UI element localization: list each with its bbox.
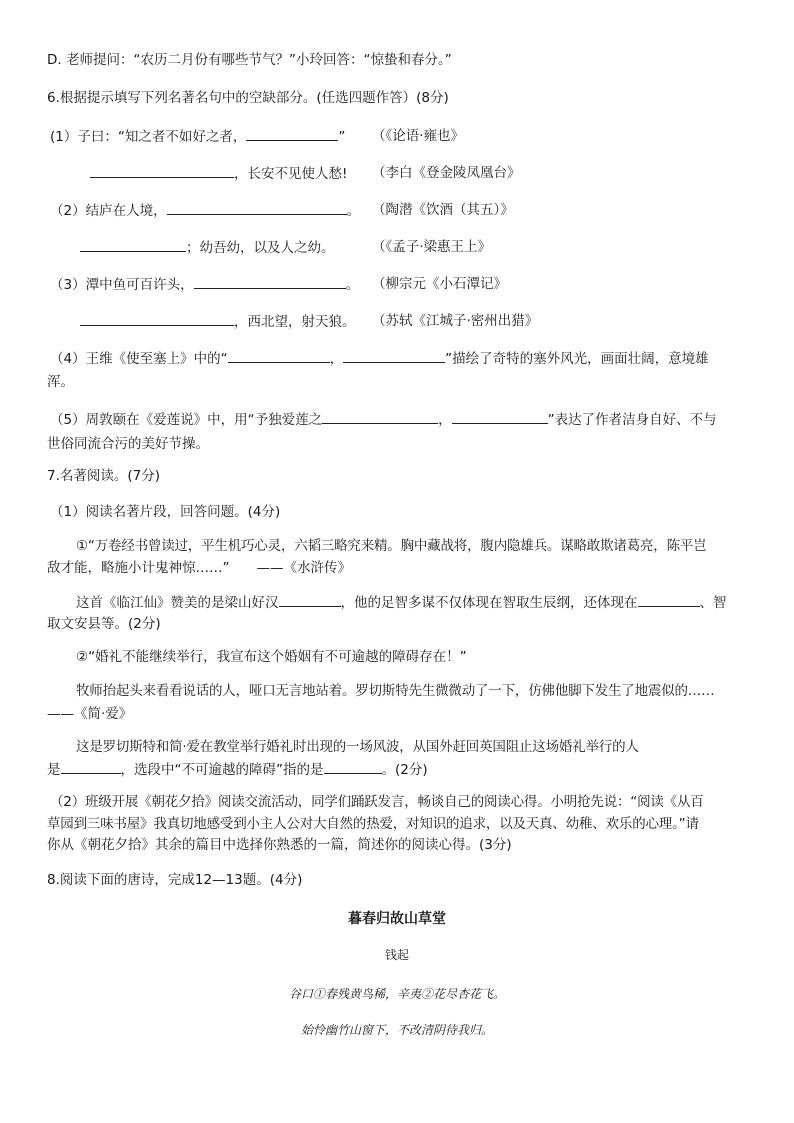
q8-heading: 8.阅读下面的唐诗，完成12—13题。(4分): [47, 872, 303, 888]
q6-item3-source: （柳宗元《小石潭记》: [372, 276, 507, 292]
poem-title: 暮春归故山草堂: [348, 911, 446, 927]
q6-item1-suffix: ”: [338, 129, 346, 145]
q6-item2-source: （陶潜《饮酒（其五）》: [372, 202, 514, 218]
q7-part2-line1: （2）班级开展《朝花夕拾》阅读交流活动，同学们踊跃发言，畅谈自己的阅读心得。小明抢先说：“阅读《从百: [50, 794, 704, 810]
answer-blank[interactable]: [90, 163, 234, 178]
q7-quote2-body-line1: 牧师抬起头来看看说话的人，哑口无言地站着。罗切斯特先生微微动了一下，仿佛他脚下发生了地震似的……: [76, 683, 715, 699]
q6-item4-prefix: （4）王维《使至塞上》中的“: [50, 351, 228, 367]
answer-blank[interactable]: [246, 126, 338, 141]
q6-item2-line2: [80, 237, 335, 258]
answer-blank[interactable]: [638, 592, 700, 607]
q7-part2-line3: 你从《朝花夕拾》其余的篇目中选择你熟悉的一篇，简述你的阅读心得。(3分): [47, 837, 512, 853]
q6-item3-line2: [80, 311, 356, 332]
q6-item4-line1: [50, 348, 709, 369]
q6-item1b-suffix: ，长安不见使人愁!: [234, 166, 348, 182]
q6-item2b-suffix: ；幼吾幼，以及人之幼。: [186, 240, 335, 256]
answer-blank[interactable]: [61, 759, 121, 774]
q6-item4-mid: ，: [329, 351, 344, 367]
q7-qa-prefix: 这首《临江仙》赞美的是梁山好汉: [76, 595, 279, 611]
answer-blank[interactable]: [322, 409, 438, 424]
q6-item4-suffix: ”描绘了奇特的塞外风光，画面壮阔，意境雄: [445, 351, 709, 367]
q6-item2-prefix: （2）结庐在人境，: [50, 203, 167, 219]
answer-blank[interactable]: [324, 759, 382, 774]
q6-item5-mid: ，: [438, 412, 452, 428]
q7-quote2: ②“婚礼不能继续举行，我宣布这个婚姻有不可逾越的障碍存在！”: [76, 649, 467, 665]
q6-item2-line1: [50, 200, 360, 221]
q6-item5-suffix: ”表达了作者洁身自好、不与: [547, 412, 717, 428]
q6-item1-prefix: (1）子曰：“知之者不如好之者，: [50, 129, 247, 145]
q6-item2b-source: （《孟子·梁惠王上》: [372, 239, 492, 255]
q7-part1-heading: （1）阅读名著片段，回答问题。(4分): [50, 504, 281, 520]
q7-question-b-line2: [47, 759, 428, 780]
answer-blank[interactable]: [80, 237, 186, 252]
q6-item5-line1: [50, 409, 717, 430]
answer-blank[interactable]: [343, 348, 445, 363]
poem-line-1: 谷口①春残黄鸟稀，辛夷②花尽杏花飞。: [288, 987, 505, 1001]
q6-item1-source: （《论语·雍也》: [372, 128, 465, 144]
q6-item3-prefix: （3）潭中鱼可百许头，: [50, 277, 194, 293]
q6-item1-line2: [90, 163, 347, 184]
poem-author: 钱起: [384, 948, 409, 962]
q6-item5-line2: 世俗同流合污的美好节操。: [47, 436, 209, 452]
poem-line-2: 始怜幽竹山窗下，不改清阴待我归。: [300, 1023, 493, 1037]
answer-blank[interactable]: [452, 409, 548, 424]
q6-item3b-suffix: ，西北望，射天狼。: [234, 314, 356, 330]
q7-quote2-body-line2: ——《简·爱》: [47, 706, 133, 722]
q6-item4-line2: 浑。: [47, 374, 74, 390]
q7-question-b-line1: 这是罗切斯特和简·爱在教堂举行婚礼时出现的一场风波，从国外赶回英国阻止这场婚礼举行的人: [76, 739, 639, 755]
q7-heading: 7.名著阅读。(7分): [47, 468, 161, 484]
q6-item5-prefix: （5）周敦颐在《爱莲说》中，用“予独爱莲之: [50, 412, 323, 428]
q7-qb-prefix: 是: [47, 762, 61, 778]
q7-qa-mid: ，他的足智多谋不仅体现在智取生辰纲，还体现在: [340, 595, 638, 611]
q6-item3b-source: （苏轼《江城子·密州出猎》: [372, 313, 539, 329]
q7-question-a-line1: [76, 592, 727, 613]
q6-item3-suffix: 。: [345, 277, 360, 293]
q7-part2-line2: 草园到三味书屋》我真切地感受到小主人公对大自然的热爱，对知识的追求，以及天真、幼稚、欢乐的心理。”请: [47, 816, 699, 832]
q7-qa-suffix: 、智: [699, 595, 727, 611]
q6-item3-line1: [50, 274, 359, 295]
q7-qb-mid: ，选段中“不可逾越的障碍”指的是: [120, 762, 324, 778]
answer-blank[interactable]: [228, 348, 330, 363]
q6-item1b-source: （李白《登金陵凤凰台》: [372, 165, 521, 181]
q7-qb-suffix: 。(2分): [381, 762, 428, 778]
answer-blank[interactable]: [167, 200, 347, 215]
q6-heading: 6.根据提示填写下列名著名句中的空缺部分。(任选四题作答）(8分): [47, 90, 449, 106]
q7-question-a-line2: 取文安县等。(2分): [47, 616, 161, 632]
q7-quote1-line2: 敌才能，略施小计鬼神惊……” ——《水浒传》: [47, 560, 351, 576]
answer-blank[interactable]: [80, 311, 234, 326]
q6-item2-suffix: 。: [346, 203, 361, 219]
q7-quote1-line1: ①“万卷经书曾读过，平生机巧心灵，六韬三略究来精。胸中藏战将，腹内隐雄兵。谋略敢欺诸葛亮，陈平岂: [76, 538, 707, 554]
option-d: D. 老师提问：“农历二月份有哪些节气？”小玲回答：“惊蛰和春分。”: [47, 52, 452, 68]
answer-blank[interactable]: [279, 592, 341, 607]
q6-item1-line1: [50, 126, 345, 147]
answer-blank[interactable]: [194, 274, 346, 289]
